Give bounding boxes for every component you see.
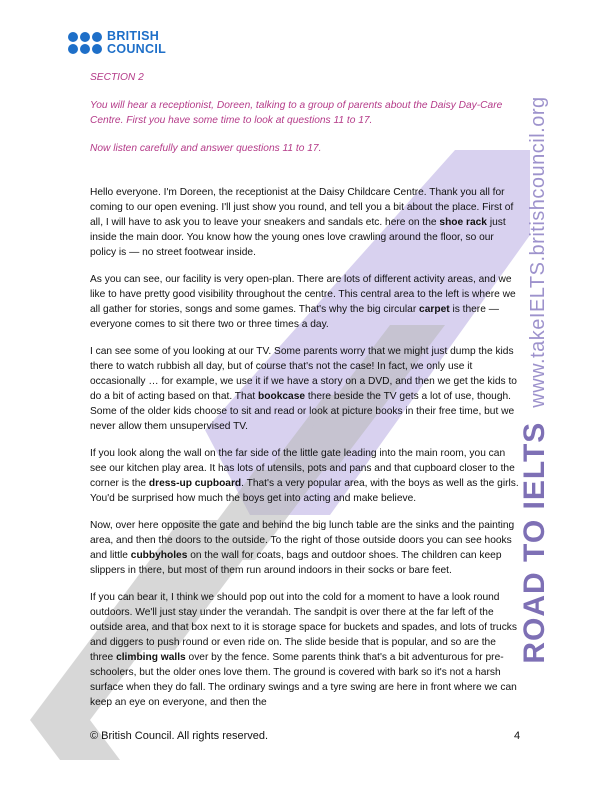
keyword-cubbyholes: cubbyholes xyxy=(130,550,188,561)
page-number: 4 xyxy=(514,730,521,742)
logo-dots-icon xyxy=(68,32,102,54)
paragraph-6: If you can bear it, I think we should pop out into the cold for a moment to have a look round outdoors. We'll just stay under the verandah. The sandpit is over there at the far left of the outside area, and that box next to it is storage space for buckets and spades, and lots of trucks and diggers to push round or even ride on. The slide beside that is popular, and so are the three climbing walls over by the fence. Some parents think that's a bit adventurous for pre-schoolers, but the older ones love them. The ground is covered with bark so it's not a harsh surface when they do fall. The ordinary swings and a tyre swing are here in front where we can keep an eye on everyone, and then the xyxy=(90,592,517,708)
paragraph-1: Hello everyone. I'm Doreen, the receptionist at the Daisy Childcare Centre. Thank you all for coming to our open evening. I'll just show you round, and tell you a bit about the place. First of all, I will have to ask you to leave your sneakers and sandals etc. here on the shoe rack just inside the main door. You know how the young ones love crawling around the floor, so our policy is — no street footwear inside. xyxy=(90,187,514,258)
logo-line1: BRITISH xyxy=(107,29,160,43)
keyword-dress-up-cupboard: dress-up cupboard xyxy=(148,478,242,489)
keyword-carpet: carpet xyxy=(419,304,450,315)
keyword-shoe-rack: shoe rack xyxy=(439,217,487,228)
paragraph-4: If you look along the wall on the far side of the little gate leading into the main room, you can see our kitchen play area. It has lots of utensils, pots and pans and that cupboard closer to the corner is the dress-up cupboard. That's a very popular area, with the boys as well as the girls. You'd be surprised how much the boys get into acting and make believe. xyxy=(90,448,519,504)
section-label: SECTION 2 xyxy=(90,72,144,83)
document-body xyxy=(90,70,520,722)
keyword-climbing-walls: climbing walls xyxy=(116,652,186,663)
listen-instruction: Now listen carefully and answer questions 11 to 17. xyxy=(90,143,322,154)
logo-wordmark xyxy=(107,30,166,56)
watermark-url: www.takeIELTS.britishcouncil.org xyxy=(527,96,549,408)
watermark-road-to-ielts: ROAD TO IELTS xyxy=(518,421,551,664)
logo-line2: COUNCIL xyxy=(107,42,167,56)
keyword-bookcase: bookcase xyxy=(258,391,306,402)
british-council-logo xyxy=(68,30,166,56)
section-intro: You will hear a receptionist, Doreen, talking to a group of parents about the Daisy Day-Care Centre. First you have some time to look at questions 11 to 17. xyxy=(90,100,503,126)
paragraph-3: I can see some of you looking at our TV. Some parents worry that we might just dump the kids there to watch rubbish all day, but of course that's not the case! In fact, we only use it occasionally … for example, we use it if we have a story on a DVD, and then we get the kids to do a bit of acting based on that. That bookcase there beside the TV gets a lot of use, though. Some of the older kids choose to sit and read or look at picture books in their free time, but we never allow them unsupervised TV. xyxy=(90,346,517,432)
paragraph-5: Now, over here opposite the gate and behind the big lunch table are the sinks and the painting area, and then the doors to the outside. To the right of those outside doors you can see hooks and little cubbyholes on the wall for coats, bags and outdoor shoes. The children can keep slippers in there, but most of them run around indoors in their socks or bare feet. xyxy=(90,520,515,576)
paragraph-2: As you can see, our facility is very open-plan. There are lots of different activity areas, and we like to have pretty good visibility throughout the centre. This central area to the left is where we all gather for stories, songs and some games. That's why the big circular carpet is there — everyone comes to sit there two or three times a day. xyxy=(90,274,516,330)
footer-copyright: © British Council. All rights reserved. xyxy=(90,730,269,742)
